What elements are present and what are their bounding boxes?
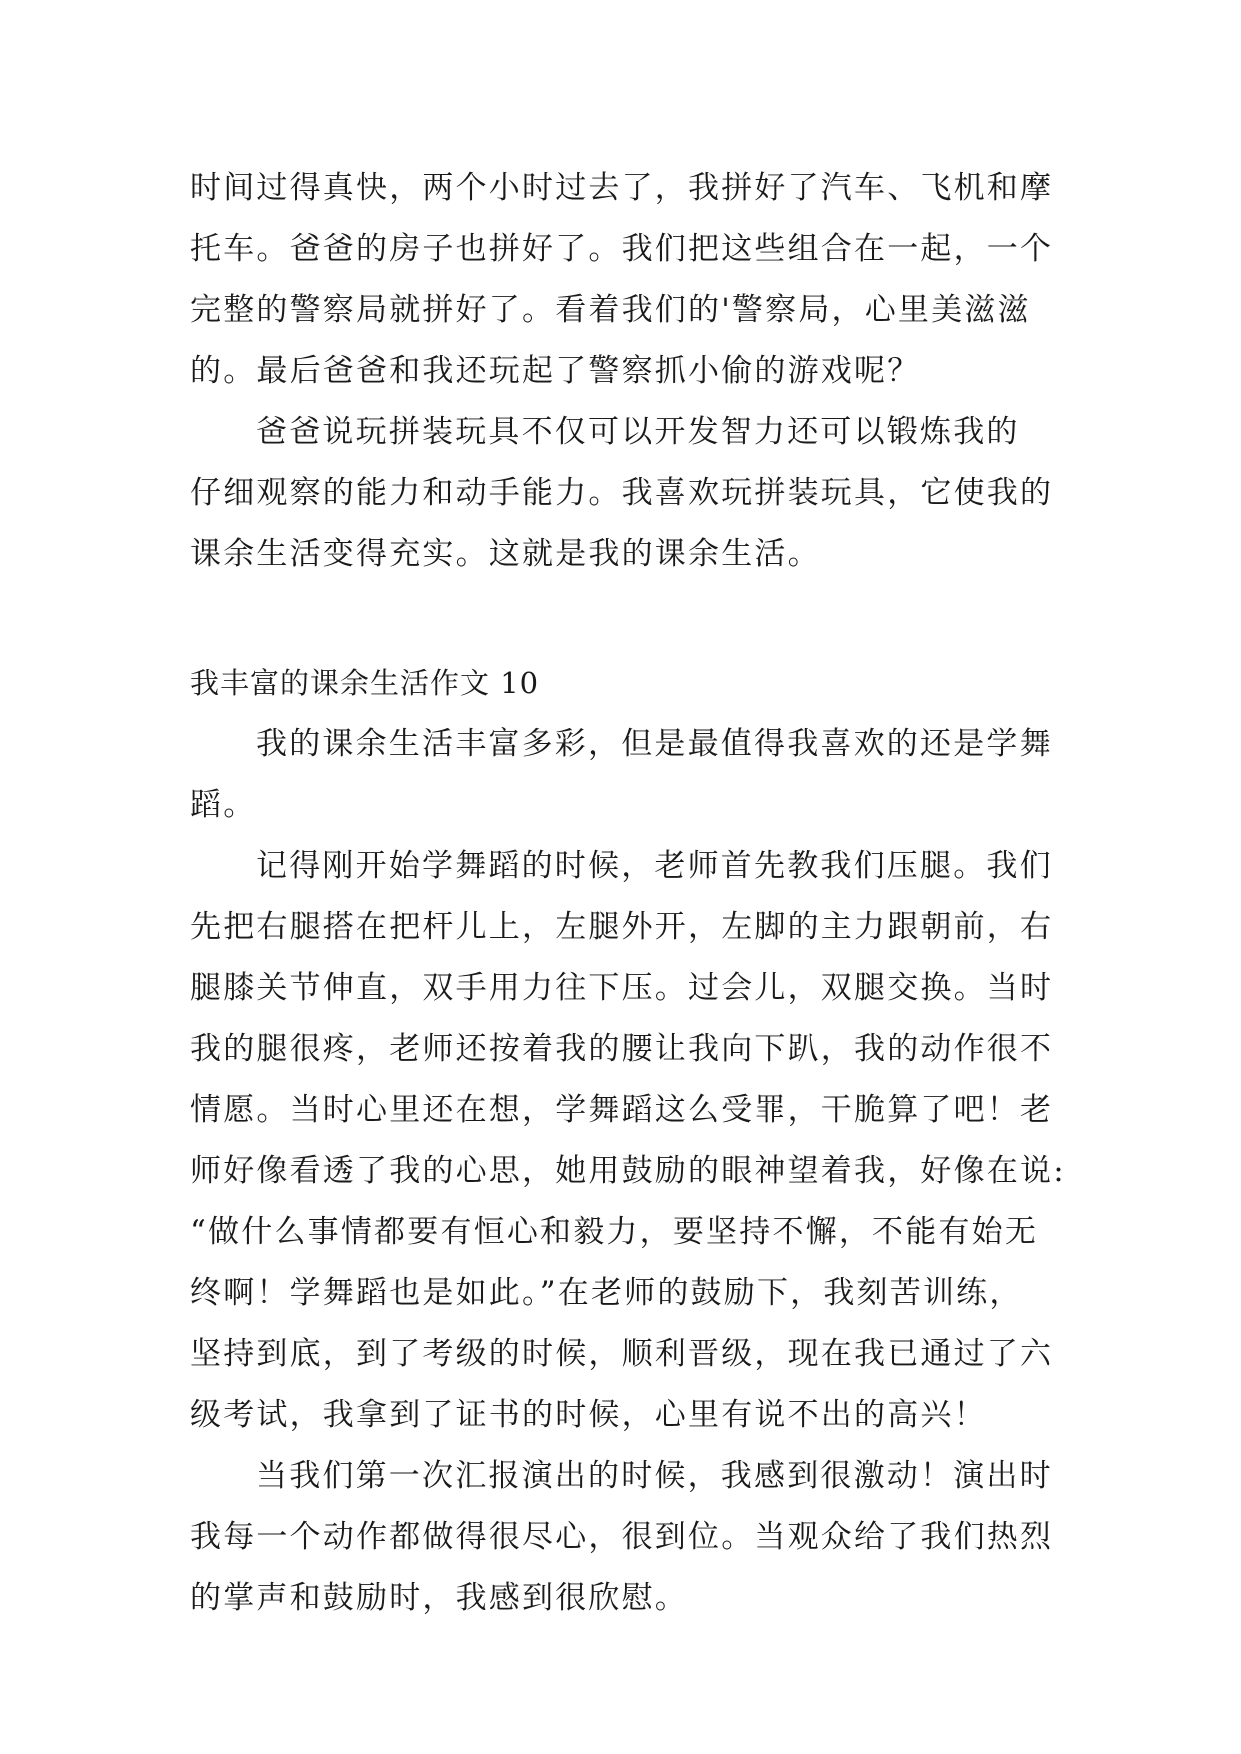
text-line: 爸爸说玩拼装玩具不仅可以开发智力还可以锻炼我的	[256, 414, 1020, 450]
section-heading: 我丰富的课余生活作文 10	[190, 666, 540, 700]
text-line: 坚持到底，到了考级的时候，顺利晋级，现在我已通过了六	[190, 1336, 1054, 1372]
text-line: 完整的警察局就拼好了。看着我们的'警察局，心里美滋滋	[190, 292, 1031, 328]
text-line: 终啊！学舞蹈也是如此。”在老师的鼓励下，我刻苦训练，	[190, 1275, 1023, 1311]
paragraph	[190, 714, 1060, 836]
text-line: 时间过得真快，两个小时过去了，我拼好了汽车、飞机和摩	[190, 170, 1054, 206]
text-line: 托车。爸爸的房子也拼好了。我们把这些组合在一起，一个	[190, 231, 1054, 267]
text-line: 仔细观察的能力和动手能力。我喜欢玩拼装玩具，它使我的	[190, 475, 1054, 511]
text-line: 师好像看透了我的心思，她用鼓励的眼神望着我，好像在说:	[190, 1153, 1066, 1189]
text-line: “做什么事情都要有恒心和毅力，要坚持不懈，不能有始无	[190, 1214, 1039, 1250]
text-line: 蹈。	[190, 787, 257, 823]
paragraph	[190, 402, 1060, 585]
text-line: 当我们第一次汇报演出的时候，我感到很激动！演出时	[256, 1458, 1053, 1494]
paragraph	[190, 158, 1060, 402]
text-line: 我每一个动作都做得很尽心，很到位。当观众给了我们热烈	[190, 1519, 1054, 1555]
paragraph	[190, 836, 1066, 1446]
text-line: 腿膝关节伸直，双手用力往下压。过会儿，双腿交换。当时	[190, 970, 1054, 1006]
text-line: 情愿。当时心里还在想，学舞蹈这么受罪，干脆算了吧！老	[190, 1092, 1054, 1128]
document-page	[190, 158, 1066, 1629]
text-line: 记得刚开始学舞蹈的时候，老师首先教我们压腿。我们	[256, 848, 1053, 884]
text-line: 我的课余生活丰富多彩，但是最值得我喜欢的还是学舞	[256, 726, 1053, 762]
text-line: 我的腿很疼，老师还按着我的腰让我向下趴，我的动作很不	[190, 1031, 1054, 1067]
paragraph	[190, 1446, 1060, 1629]
text-line: 级考试，我拿到了证书的时候，心里有说不出的高兴！	[190, 1397, 987, 1433]
text-line: 的掌声和鼓励时，我感到很欣慰。	[190, 1580, 688, 1616]
text-line: 课余生活变得充实。这就是我的课余生活。	[190, 536, 821, 572]
text-line: 先把右腿搭在把杆儿上，左腿外开，左脚的主力跟朝前，右	[190, 909, 1054, 945]
text-line: 的。最后爸爸和我还玩起了警察抓小偷的游戏呢？	[190, 353, 921, 389]
